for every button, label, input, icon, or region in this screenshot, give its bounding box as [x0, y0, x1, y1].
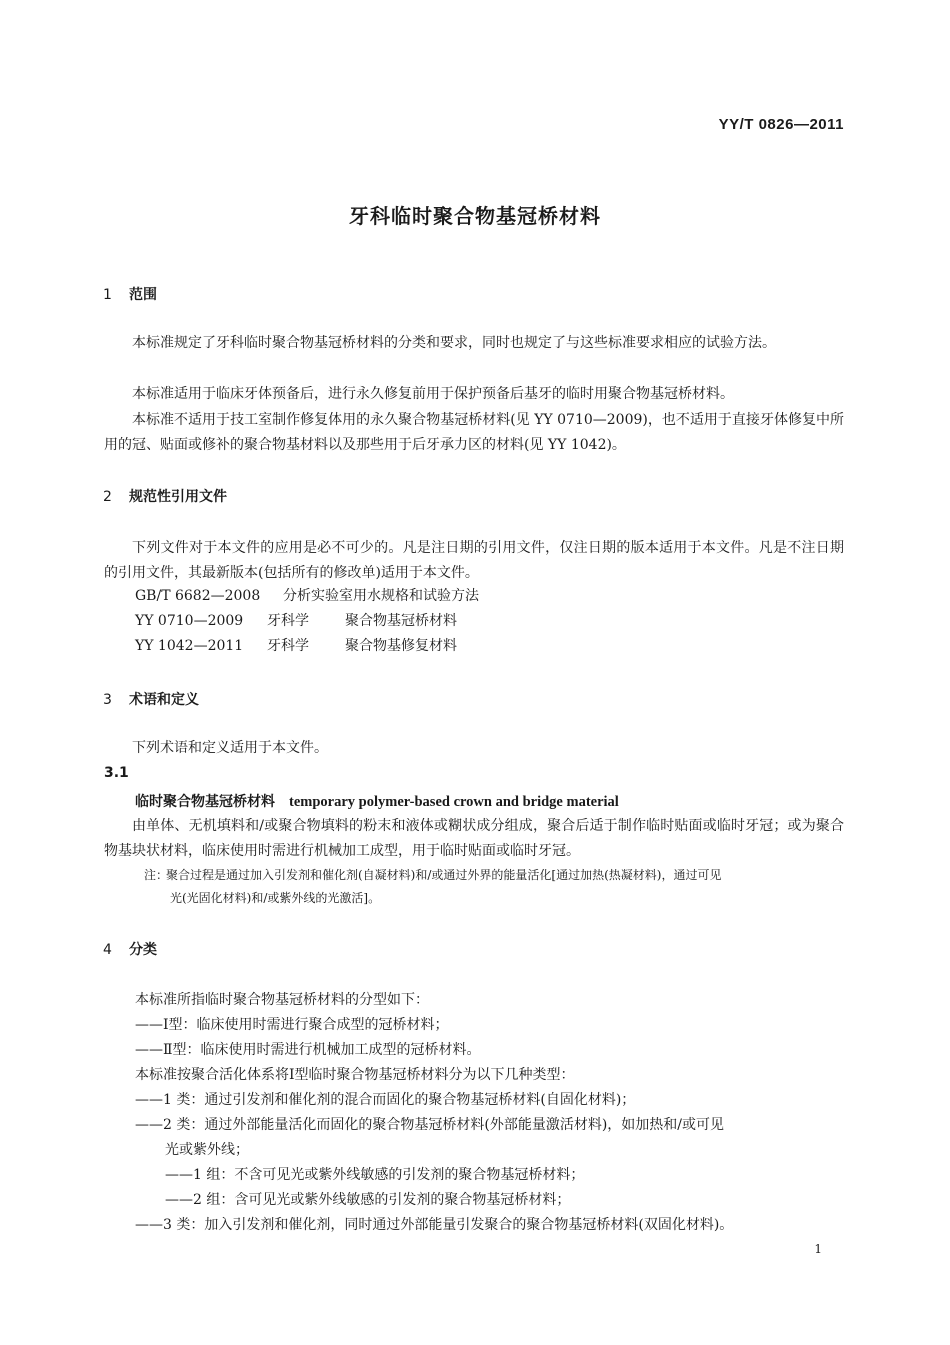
reference-code: YY 0710—2009 [135, 613, 244, 629]
list-item-continued: 光或紫外线； [165, 1142, 249, 1158]
section-title: 分类 [129, 942, 157, 958]
section-title: 术语和定义 [129, 692, 199, 708]
reference-title: 聚合物基修复材料 [345, 638, 457, 654]
page-number: 1 [814, 1242, 822, 1256]
reference-category: 牙科学 [267, 613, 309, 629]
reference-code: GB/T 6682—2008 [135, 588, 261, 604]
list-item: ——2 类：通过外部能量活化而固化的聚合物基冠桥材料(外部能量激活材料)，如加热和/或可见 [135, 1117, 724, 1133]
list-item: ——Ⅰ型：临床使用时需进行聚合成型的冠桥材料； [135, 1017, 449, 1033]
section-title: 规范性引用文件 [129, 489, 227, 505]
paragraph: 本标准适用于临床牙体预备后，进行永久修复前用于保护预备后基牙的临时用聚合物基冠桥材料。 [132, 386, 734, 402]
reference-category: 牙科学 [267, 638, 309, 654]
term-chinese: 临时聚合物基冠桥材料 [135, 794, 275, 810]
term-entry [135, 791, 619, 811]
reference-item [135, 634, 457, 659]
list-item: ——Ⅱ型：临床使用时需进行机械加工成型的冠桥材料。 [135, 1042, 481, 1058]
definition: 由单体、无机填料和/或聚合物填料的粉末和液体或糊状成分组成，聚合后适于制作临时贴面或临时牙冠；或为聚合物基块状材料，临床使用时需进行机械加工成型，用于临时贴面或临时牙冠。 [104, 818, 844, 859]
list-subitem: ——1 组：不含可见光或紫外线敏感的引发剂的聚合物基冠桥材料； [165, 1167, 585, 1183]
paragraph: 本标准按聚合活化体系将Ⅰ型临时聚合物基冠桥材料分为以下几种类型： [135, 1067, 575, 1083]
reference-item [135, 584, 479, 609]
paragraph: 本标准规定了牙科临时聚合物基冠桥材料的分类和要求，同时也规定了与这些标准要求相应的试验方法。 [132, 335, 776, 351]
section-number: 3 [103, 692, 112, 708]
subsection-number: 3.1 [104, 765, 129, 781]
section-number: 2 [103, 489, 112, 505]
term-english: temporary polymer-based crown and bridge material [289, 794, 619, 810]
paragraph: 本标准不适用于技工室制作修复体用的永久聚合物基冠桥材料(见 YY 0710—2009)，也不适用于直接牙体修复中所用的冠、贴面或修补的聚合物基材料以及那些用于后牙承力区的材料(见 YY 1042)。 [104, 412, 844, 453]
section-title: 范围 [129, 287, 157, 303]
list-item: ——1 类：通过引发剂和催化剂的混合而固化的聚合物基冠桥材料(自固化材料)； [135, 1092, 636, 1108]
paragraph: 下列文件对于本文件的应用是必不可少的。凡是注日期的引用文件，仅注日期的版本适用于本文件。凡是不注日期的引用文件，其最新版本(包括所有的修改单)适用于本文件。 [104, 540, 844, 581]
section-2-heading [103, 486, 227, 506]
section-number: 4 [103, 942, 112, 958]
note-text: 聚合过程是通过加入引发剂和催化剂(自凝材料)和/或通过外界的能量活化[通过加热(热凝材料)，通过可见 [166, 868, 722, 882]
note [144, 864, 844, 887]
page-title: 牙科临时聚合物基冠桥材料 [349, 204, 601, 228]
paragraph: 本标准所指临时聚合物基冠桥材料的分型如下： [135, 992, 429, 1008]
note-label: 注： [144, 868, 169, 882]
paragraph: 下列术语和定义适用于本文件。 [132, 740, 328, 756]
standard-code: YY/T 0826—2011 [718, 116, 844, 133]
section-3-heading [103, 689, 199, 709]
list-subitem: ——2 组：含可见光或紫外线敏感的引发剂的聚合物基冠桥材料； [165, 1192, 571, 1208]
list-item: ——3 类：加入引发剂和催化剂，同时通过外部能量引发聚合的聚合物基冠桥材料(双固化材料)。 [135, 1217, 734, 1233]
note-text-continued: 光(光固化材料)和/或紫外线的光激活]。 [170, 891, 381, 905]
section-4-heading [103, 939, 157, 959]
reference-item [135, 609, 457, 634]
section-1-heading [103, 284, 157, 304]
reference-title: 聚合物基冠桥材料 [345, 613, 457, 629]
section-number: 1 [103, 287, 112, 303]
reference-code: YY 1042—2011 [135, 638, 244, 654]
reference-title: 分析实验室用水规格和试验方法 [283, 588, 479, 604]
